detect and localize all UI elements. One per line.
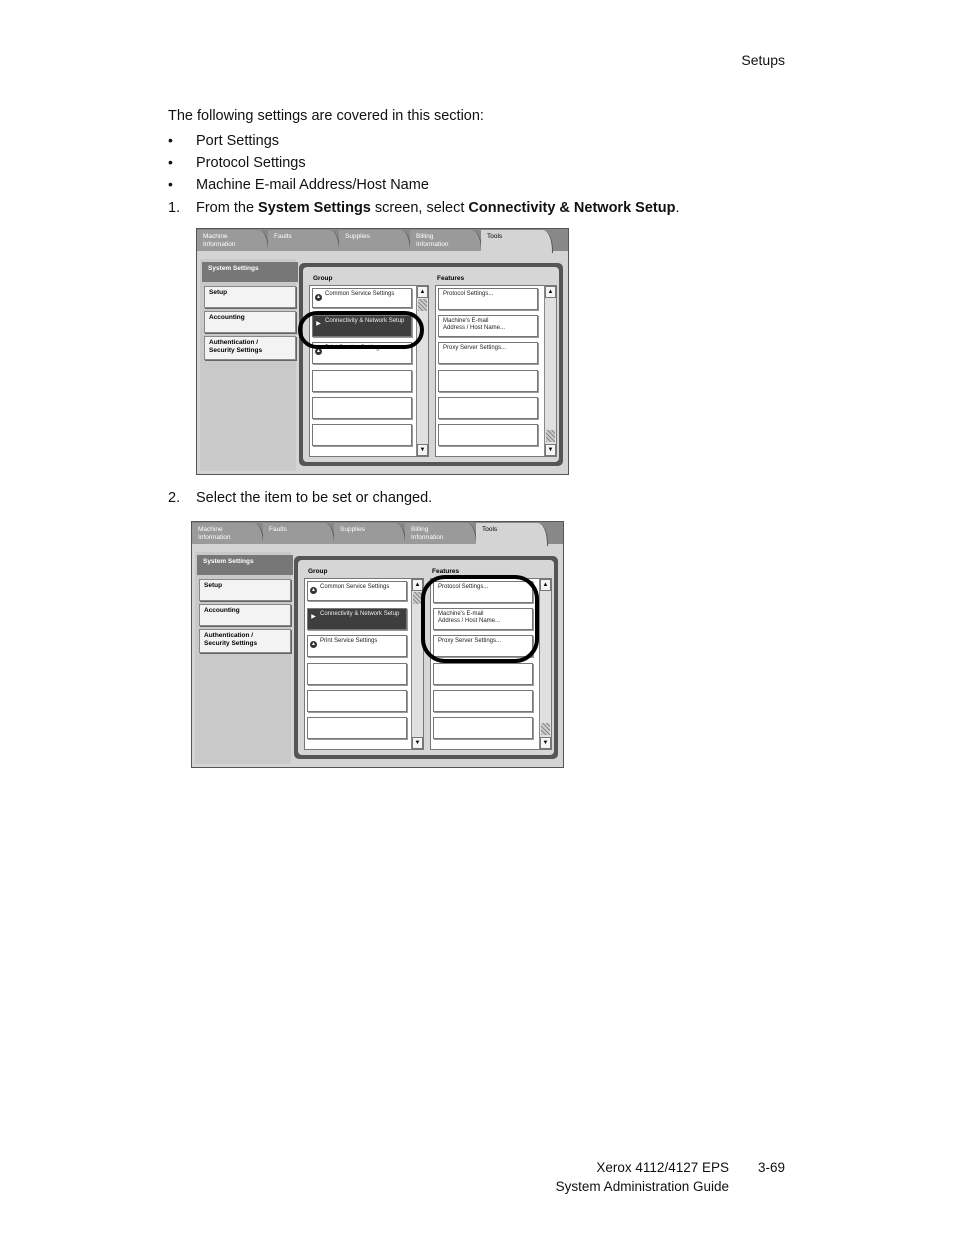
accounting-button[interactable]: Accounting: [204, 311, 296, 333]
up-arrow-icon: ▲: [316, 348, 321, 354]
features-list: [435, 285, 557, 457]
intro-text: The following settings are covered in this section:: [168, 108, 484, 124]
group-label: Group: [308, 568, 328, 575]
play-icon: ▶: [316, 321, 321, 327]
tab-machine-information[interactable]: Machine Information: [192, 523, 264, 544]
features-scrollbar[interactable]: [539, 579, 551, 749]
list-item[interactable]: [312, 370, 412, 392]
print-service-settings-item[interactable]: ▲ Print Service Settings: [307, 635, 407, 657]
list-item[interactable]: [307, 690, 407, 712]
side-menu: [195, 552, 291, 764]
proxy-server-settings-item[interactable]: Proxy Server Settings...: [438, 342, 538, 364]
tab-billing-information[interactable]: Billing Information: [410, 230, 482, 251]
group-list: [304, 578, 424, 750]
group-label: Group: [313, 275, 333, 282]
settings-panel: [299, 263, 563, 466]
list-item[interactable]: [438, 397, 538, 419]
group-scrollbar[interactable]: [416, 286, 428, 456]
scroll-up-icon[interactable]: ▲: [417, 286, 428, 298]
side-menu: [200, 259, 296, 471]
machine-email-host-item[interactable]: Machine's E-mail Address / Host Name...: [438, 315, 538, 337]
tab-supplies[interactable]: Supplies: [334, 523, 406, 544]
play-icon: ▶: [311, 614, 316, 620]
list-item[interactable]: [433, 690, 533, 712]
setup-button[interactable]: Setup: [199, 579, 291, 601]
machine-email-host-item[interactable]: Machine's E-mail Address / Host Name...: [433, 608, 533, 630]
side-title: System Settings: [202, 262, 298, 282]
list-item[interactable]: [438, 424, 538, 446]
list-item[interactable]: [438, 370, 538, 392]
scroll-thumb[interactable]: [418, 299, 427, 311]
tab-supplies[interactable]: Supplies: [339, 230, 411, 251]
tab-faults[interactable]: Faults: [263, 523, 335, 544]
highlight-circle: [421, 575, 539, 663]
scroll-thumb[interactable]: [541, 723, 550, 735]
tab-billing-information[interactable]: Billing Information: [405, 523, 477, 544]
tab-bar: [192, 522, 563, 544]
list-item[interactable]: [307, 717, 407, 739]
scroll-up-icon[interactable]: ▲: [412, 579, 423, 591]
protocol-settings-item[interactable]: Protocol Settings...: [433, 581, 533, 603]
tab-machine-information[interactable]: Machine Information: [197, 230, 269, 251]
footer-product: Xerox 4112/4127 EPS: [596, 1160, 729, 1175]
bullet-icon: •: [168, 154, 173, 170]
up-arrow-icon: ▲: [311, 641, 316, 647]
authentication-security-button[interactable]: Authentication / Security Settings: [204, 336, 296, 360]
footer-guide: System Administration Guide: [555, 1179, 729, 1194]
scroll-down-icon[interactable]: ▼: [412, 737, 423, 749]
tab-tools[interactable]: Tools: [481, 230, 553, 253]
common-service-settings-item[interactable]: ▲ Common Service Settings: [307, 581, 407, 601]
list-item[interactable]: [433, 663, 533, 685]
side-title: System Settings: [197, 555, 293, 575]
screenshot-2: [191, 521, 564, 768]
bullet-icon: •: [168, 132, 173, 148]
highlight-circle: [298, 311, 424, 349]
features-label: Features: [432, 568, 460, 575]
scroll-up-icon[interactable]: ▲: [540, 579, 551, 591]
scroll-thumb[interactable]: [546, 430, 555, 442]
list-item[interactable]: [433, 717, 533, 739]
features-scrollbar[interactable]: [544, 286, 556, 456]
list-item[interactable]: [312, 424, 412, 446]
tab-tools[interactable]: Tools: [476, 523, 548, 546]
scroll-down-icon[interactable]: ▼: [417, 444, 428, 456]
up-arrow-icon: ▲: [311, 587, 316, 593]
list-item[interactable]: [307, 663, 407, 685]
screenshot-1: [196, 228, 569, 475]
up-arrow-icon: ▲: [316, 294, 321, 300]
protocol-settings-item[interactable]: Protocol Settings...: [438, 288, 538, 310]
running-header: Setups: [741, 52, 785, 68]
accounting-button[interactable]: Accounting: [199, 604, 291, 626]
setup-button[interactable]: Setup: [204, 286, 296, 308]
connectivity-network-setup-item[interactable]: ▶ Connectivity & Network Setup: [307, 608, 407, 630]
footer-page-number: 3-69: [757, 1160, 785, 1175]
proxy-server-settings-item[interactable]: Proxy Server Settings...: [433, 635, 533, 657]
bullet-icon: •: [168, 176, 173, 192]
print-service-settings-item[interactable]: ▲ Print Service Settings: [312, 342, 412, 364]
tab-bar: [197, 229, 568, 251]
scroll-down-icon[interactable]: ▼: [540, 737, 551, 749]
tab-faults[interactable]: Faults: [268, 230, 340, 251]
list-item[interactable]: [312, 397, 412, 419]
scroll-down-icon[interactable]: ▼: [545, 444, 556, 456]
scroll-up-icon[interactable]: ▲: [545, 286, 556, 298]
connectivity-network-setup-item[interactable]: ▶ Connectivity & Network Setup: [312, 315, 412, 337]
authentication-security-button[interactable]: Authentication / Security Settings: [199, 629, 291, 653]
features-label: Features: [437, 275, 465, 282]
common-service-settings-item[interactable]: ▲ Common Service Settings: [312, 288, 412, 308]
